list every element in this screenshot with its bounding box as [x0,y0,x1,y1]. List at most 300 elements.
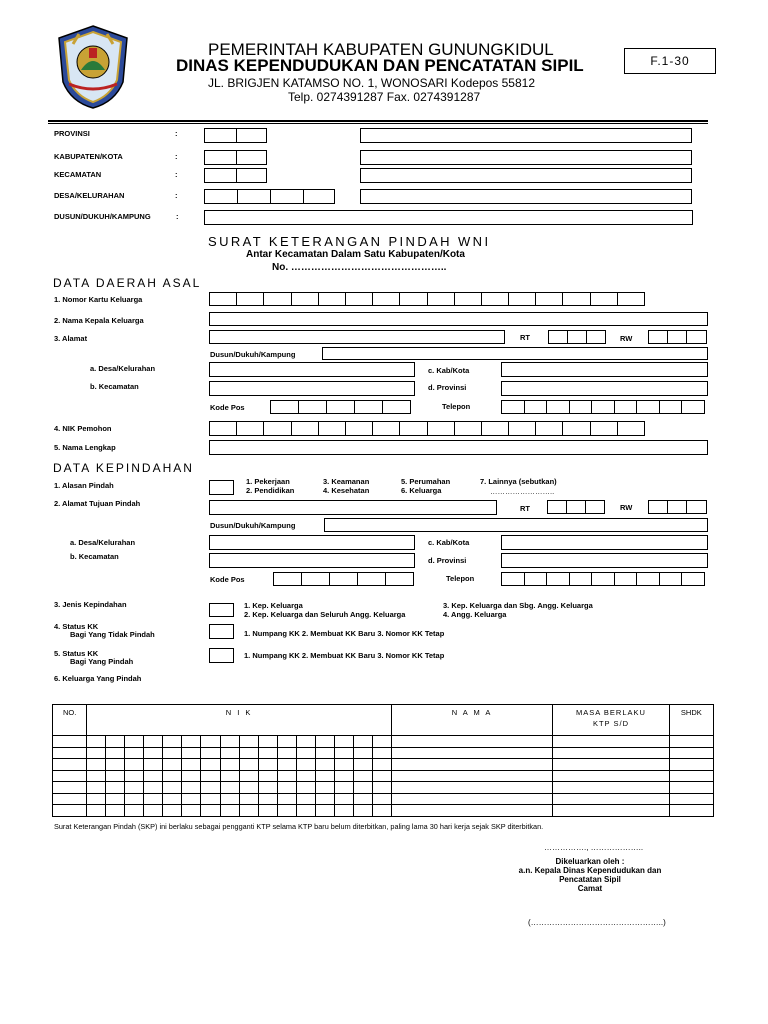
row-nik-digit[interactable] [144,747,163,759]
pindah-rw-boxes[interactable] [648,500,706,514]
char-box[interactable] [546,572,570,586]
row-nik-digit[interactable] [144,759,163,771]
provinsi-code-boxes[interactable] [204,128,266,143]
row-no[interactable] [53,770,87,782]
char-box[interactable] [524,400,548,414]
asal-kec-field[interactable] [209,381,415,396]
char-box[interactable] [681,400,705,414]
row-nik-digit[interactable] [201,759,220,771]
char-box[interactable] [318,421,346,436]
asal-prov-label: d. Provinsi [428,383,467,392]
pindah-keluarga-label: 6. Keluarga Yang Pindah [54,674,142,683]
row-nik-digit[interactable] [315,759,334,771]
kecamatan-name-field[interactable] [360,168,692,183]
asal-alamat-label: 3. Alamat [54,334,88,343]
table-row [53,782,714,794]
region-provinsi-label: PROVINSI [54,129,90,138]
row-nik-digit[interactable] [87,770,106,782]
row-nik-digit[interactable] [144,736,163,748]
row-nama[interactable] [391,782,553,794]
row-nik-digit[interactable] [334,759,353,771]
row-shdk[interactable] [669,770,713,782]
row-nik-digit[interactable] [372,747,391,759]
pindah-status-pindah-sub: Bagi Yang Pindah [70,657,134,666]
char-box[interactable] [659,572,683,586]
char-box[interactable] [501,572,525,586]
col-nik-header: N I K [87,705,392,736]
row-nik-digit[interactable] [182,793,201,805]
agency-name: DINAS KEPENDUDUKAN DAN PENCATATAN SIPIL [176,56,584,75]
row-nik-digit[interactable] [163,759,182,771]
col-no-header: NO. [53,705,87,736]
row-nik-digit[interactable] [125,759,144,771]
row-nik-digit[interactable] [125,736,144,748]
row-nik-digit[interactable] [163,805,182,817]
char-box[interactable] [617,292,645,306]
desa-code-boxes[interactable] [204,189,334,204]
row-nik-digit[interactable] [106,759,125,771]
row-nik-digit[interactable] [277,747,296,759]
row-nik-digit[interactable] [106,747,125,759]
row-nik-digit[interactable] [258,759,277,771]
row-masa[interactable] [553,793,669,805]
row-masa[interactable] [553,770,669,782]
pindah-dusun-label: Dusun/Dukuh/Kampung [210,521,296,530]
row-nik-digit[interactable] [220,805,239,817]
char-box[interactable] [614,572,638,586]
region-kecamatan-label: KECAMATAN [54,170,102,179]
char-box[interactable] [263,421,291,436]
row-no[interactable] [53,736,87,748]
row-nik-digit[interactable] [144,770,163,782]
char-box[interactable] [636,400,660,414]
pindah-status-pindah-box[interactable] [209,648,234,663]
char-box[interactable] [318,292,346,306]
row-nik-digit[interactable] [315,736,334,748]
form-title: SURAT KETERANGAN PINDAH WNI [208,234,491,249]
row-nik-digit[interactable] [277,770,296,782]
jenis-opt-4: 4. Angg. Keluarga [443,610,507,619]
col-shdk-header: SHDK [669,705,713,736]
alasan-opt-6: 6. Keluarga [401,486,442,495]
row-nik-digit[interactable] [106,782,125,794]
row-nik-digit[interactable] [334,736,353,748]
jenis-opt-2: 2. Kep. Keluarga dan Seluruh Angg. Keluarga [244,610,406,619]
row-nik-digit[interactable] [125,793,144,805]
row-nik-digit[interactable] [239,770,258,782]
row-nik-digit[interactable] [220,747,239,759]
char-box[interactable] [454,421,482,436]
char-box[interactable] [546,400,570,414]
row-nik-digit[interactable] [182,759,201,771]
pindah-dusun-field[interactable] [324,518,708,532]
char-box[interactable] [501,400,525,414]
char-box[interactable] [590,421,618,436]
row-shdk[interactable] [669,793,713,805]
on-behalf-line2: Pencatatan Sipil [559,875,621,884]
char-box[interactable] [345,421,373,436]
char-box[interactable] [535,421,563,436]
col-masa-line2: KTP S/D [592,719,629,728]
row-nik-digit[interactable] [372,759,391,771]
row-nik-digit[interactable] [87,782,106,794]
row-nik-digit[interactable] [353,805,372,817]
char-box[interactable] [590,292,618,306]
row-nik-digit[interactable] [182,782,201,794]
row-nik-digit[interactable] [296,770,315,782]
row-nik-digit[interactable] [87,747,106,759]
row-nik-digit[interactable] [258,747,277,759]
row-nama[interactable] [391,759,553,771]
asal-telepon-boxes[interactable] [501,400,704,414]
row-nik-digit[interactable] [163,770,182,782]
row-nik-digit[interactable] [163,736,182,748]
row-nik-digit[interactable] [220,736,239,748]
pindah-prov-field[interactable] [501,553,708,568]
provinsi-name-field[interactable] [360,128,692,143]
char-box[interactable] [562,292,590,306]
pindah-prov-label: d. Provinsi [428,556,467,565]
asal-nik-boxes[interactable] [209,421,644,436]
asal-kk-boxes[interactable] [209,292,644,306]
pindah-status-tidak-label: 4. Status KK [54,622,99,631]
char-box[interactable] [236,421,264,436]
asal-kab-field[interactable] [501,362,708,377]
region-colon: : [176,212,179,221]
row-nik-digit[interactable] [296,805,315,817]
asal-dusun-field[interactable] [322,347,708,360]
pindah-telepon-boxes[interactable] [501,572,704,586]
row-nik-digit[interactable] [353,759,372,771]
pindah-kab-label: c. Kab/Kota [428,538,470,547]
row-nik-digit[interactable] [163,793,182,805]
region-dusun-label: DUSUN/DUKUH/KAMPUNG [54,212,151,221]
char-box[interactable] [263,292,291,306]
asal-kepala-label: 2. Nama Kepala Keluarga [54,316,144,325]
char-box[interactable] [209,292,237,306]
row-nik-digit[interactable] [125,782,144,794]
asal-nama-field[interactable] [209,440,708,455]
row-nik-digit[interactable] [106,736,125,748]
row-shdk[interactable] [669,747,713,759]
char-box[interactable] [291,292,319,306]
family-table-header [53,705,714,736]
row-shdk[interactable] [669,736,713,748]
row-nik-digit[interactable] [125,805,144,817]
row-nik-digit[interactable] [201,782,220,794]
region-colon: : [175,191,178,200]
row-nik-digit[interactable] [182,805,201,817]
row-shdk[interactable] [669,805,713,817]
asal-rt-label: RT [520,333,530,342]
agency-phone: Telp. 0274391287 Fax. 0274391287 [288,90,481,104]
row-nik-digit[interactable] [372,770,391,782]
row-masa[interactable] [553,805,669,817]
kecamatan-code-boxes[interactable] [204,168,266,183]
asal-kepala-field[interactable] [209,312,708,326]
row-no[interactable] [53,805,87,817]
row-nik-digit[interactable] [258,805,277,817]
col-masa-line1: MASA BERLAKU [576,708,646,717]
dusun-name-field[interactable] [204,210,693,225]
row-nama[interactable] [391,793,553,805]
char-box[interactable] [524,572,548,586]
pindah-rt-label: RT [520,504,530,513]
row-nik-digit[interactable] [258,770,277,782]
asal-kodepos-boxes[interactable] [270,400,410,414]
row-nik-digit[interactable] [258,736,277,748]
col-nama-header: N A M A [391,705,553,736]
form-subtitle: Antar Kecamatan Dalam Satu Kabupaten/Kota [246,249,465,260]
asal-prov-field[interactable] [501,381,708,396]
char-box[interactable] [591,400,615,414]
table-row [53,793,714,805]
signature-blank: (…………………………………………..) [528,918,666,927]
row-nik-digit[interactable] [315,770,334,782]
char-box[interactable] [535,292,563,306]
asal-dusun-label: Dusun/Dukuh/Kampung [210,350,296,359]
row-nik-digit[interactable] [277,805,296,817]
char-box[interactable] [399,421,427,436]
char-box[interactable] [508,292,536,306]
row-nik-digit[interactable] [372,736,391,748]
family-table [52,704,714,817]
row-nik-digit[interactable] [220,759,239,771]
asal-nik-label: 4. NIK Pemohon [54,424,112,433]
asal-telepon-label: Telepon [442,402,471,411]
issued-by: Dikeluarkan oleh : [555,857,625,866]
asal-kk-label: 1. Nomor Kartu Keluarga [54,295,143,304]
region-colon: : [175,152,178,161]
form-code-box [624,48,716,74]
row-nik-digit[interactable] [201,770,220,782]
row-nik-digit[interactable] [144,782,163,794]
char-box[interactable] [372,292,400,306]
row-nama[interactable] [391,805,553,817]
row-nik-digit[interactable] [315,782,334,794]
row-nik-digit[interactable] [258,782,277,794]
alasan-opt-7: 7. Lainnya (sebutkan) [480,477,557,486]
char-box[interactable] [481,421,509,436]
row-no[interactable] [53,782,87,794]
row-nik-digit[interactable] [239,793,258,805]
row-nik-digit[interactable] [239,759,258,771]
row-masa[interactable] [553,747,669,759]
asal-rw-boxes[interactable] [648,330,706,344]
char-box[interactable] [562,421,590,436]
row-shdk[interactable] [669,782,713,794]
pindah-heading: DATA KEPINDAHAN [53,461,194,475]
alasan-opt-4: 4. Kesehatan [323,486,370,495]
row-nik-digit[interactable] [182,747,201,759]
row-nik-digit[interactable] [353,770,372,782]
row-nik-digit[interactable] [239,736,258,748]
pindah-status-tidak-opts: 1. Numpang KK 2. Membuat KK Baru 3. Nomor KK Tetap [244,629,445,638]
row-nik-digit[interactable] [296,736,315,748]
row-nik-digit[interactable] [296,793,315,805]
char-box[interactable] [569,400,593,414]
row-nik-digit[interactable] [353,736,372,748]
row-nik-digit[interactable] [87,793,106,805]
row-nik-digit[interactable] [315,793,334,805]
region-colon: : [175,170,178,179]
table-row [53,805,714,817]
row-nik-digit[interactable] [334,770,353,782]
row-nik-digit[interactable] [106,805,125,817]
region-kabupaten-label: KABUPATEN/KOTA [54,152,123,161]
gunungkidul-emblem [55,24,131,110]
row-no[interactable] [53,759,87,771]
alasan-opt-1: 1. Pekerjaan [246,477,290,486]
pindah-kodepos-boxes[interactable] [273,572,413,586]
row-nik-digit[interactable] [201,747,220,759]
asal-desa-field[interactable] [209,362,415,377]
pindah-alasan-box[interactable] [209,480,234,495]
char-box[interactable] [591,572,615,586]
row-nik-digit[interactable] [220,782,239,794]
row-nik-digit[interactable] [372,782,391,794]
char-box[interactable] [291,421,319,436]
char-box[interactable] [569,572,593,586]
row-nik-digit[interactable] [201,793,220,805]
row-nik-digit[interactable] [163,782,182,794]
char-box[interactable] [209,421,237,436]
jenis-opt-1: 1. Kep. Keluarga [244,601,303,610]
row-nik-digit[interactable] [87,805,106,817]
row-nik-digit[interactable] [125,747,144,759]
char-box[interactable] [454,292,482,306]
pindah-rt-boxes[interactable] [547,500,604,514]
row-nik-digit[interactable] [87,736,106,748]
char-box[interactable] [427,421,455,436]
row-nik-digit[interactable] [201,805,220,817]
row-nik-digit[interactable] [106,770,125,782]
char-box[interactable] [617,421,645,436]
row-nik-digit[interactable] [296,782,315,794]
char-box[interactable] [659,400,683,414]
pindah-desa-label: a. Desa/Kelurahan [70,538,136,547]
pindah-status-pindah-label: 5. Status KK [54,649,99,658]
char-box[interactable] [508,421,536,436]
asal-kec-label: b. Kecamatan [90,382,139,391]
kabupaten-name-field[interactable] [360,150,692,165]
row-nik-digit[interactable] [334,805,353,817]
row-nik-digit[interactable] [334,782,353,794]
char-box[interactable] [427,292,455,306]
row-nik-digit[interactable] [277,782,296,794]
row-nik-digit[interactable] [353,793,372,805]
char-box[interactable] [236,292,264,306]
row-nik-digit[interactable] [239,805,258,817]
row-nik-digit[interactable] [87,759,106,771]
row-nik-digit[interactable] [239,747,258,759]
pindah-kab-field[interactable] [501,535,708,550]
issuer-block [480,857,700,893]
region-desa-label: DESA/KELURAHAN [54,191,125,200]
pindah-kec-field[interactable] [209,553,415,568]
row-nik-digit[interactable] [334,747,353,759]
col-masa-header [553,705,669,736]
row-nik-digit[interactable] [372,805,391,817]
asal-alamat-field[interactable] [209,330,505,344]
row-nik-digit[interactable] [277,793,296,805]
row-nik-digit[interactable] [353,782,372,794]
char-box[interactable] [614,400,638,414]
char-box[interactable] [345,292,373,306]
row-nik-digit[interactable] [296,759,315,771]
row-nik-digit[interactable] [315,805,334,817]
row-nik-digit[interactable] [372,793,391,805]
asal-kab-label: c. Kab/Kota [428,366,470,375]
row-masa[interactable] [553,782,669,794]
row-nik-digit[interactable] [315,747,334,759]
pindah-status-tidak-box[interactable] [209,624,234,639]
pindah-desa-field[interactable] [209,535,415,550]
row-nik-digit[interactable] [277,759,296,771]
place-date-blank: ……………., ……………….. [544,843,644,852]
region-colon: : [175,129,178,138]
asal-rt-boxes[interactable] [548,330,605,344]
row-nik-digit[interactable] [106,793,125,805]
header-divider-thin [48,123,708,124]
char-box[interactable] [636,572,660,586]
row-nik-digit[interactable] [296,747,315,759]
row-shdk[interactable] [669,759,713,771]
row-masa[interactable] [553,759,669,771]
row-nik-digit[interactable] [353,747,372,759]
form-number: No. ……………………………………….. [272,262,447,273]
row-nik-digit[interactable] [201,736,220,748]
row-nama[interactable] [391,770,553,782]
row-no[interactable] [53,747,87,759]
table-row [53,759,714,771]
row-nik-digit[interactable] [277,736,296,748]
header-divider [48,120,708,122]
table-row [53,770,714,782]
desa-name-field[interactable] [360,189,692,204]
row-nama[interactable] [391,747,553,759]
asal-heading: DATA DAERAH ASAL [53,276,202,290]
row-nik-digit[interactable] [239,782,258,794]
pindah-status-pindah-opts: 1. Numpang KK 2. Membuat KK Baru 3. Nomor KK Tetap [244,651,445,660]
char-box[interactable] [372,421,400,436]
row-nik-digit[interactable] [163,747,182,759]
row-nama[interactable] [391,736,553,748]
table-row [53,747,714,759]
row-nik-digit[interactable] [220,793,239,805]
pindah-jenis-box[interactable] [209,603,234,617]
skp-note: Surat Keterangan Pindah (SKP) ini berlaku sebagai pengganti KTP selama KTP baru belum diterbitkan, paling lama 30 hari kerja sejak SKP diterbitkan. [54,822,544,831]
row-nik-digit[interactable] [182,736,201,748]
asal-nama-label: 5. Nama Lengkap [54,443,116,452]
char-box[interactable] [681,572,705,586]
pindah-alamat-label: 2. Alamat Tujuan Pindah [54,499,141,508]
row-no[interactable] [53,793,87,805]
row-nik-digit[interactable] [144,805,163,817]
pindah-alamat-field[interactable] [209,500,497,515]
row-masa[interactable] [553,736,669,748]
row-nik-digit[interactable] [182,770,201,782]
row-nik-digit[interactable] [144,793,163,805]
char-box[interactable] [481,292,509,306]
char-box[interactable] [399,292,427,306]
row-nik-digit[interactable] [125,770,144,782]
pindah-alasan-label: 1. Alasan Pindah [54,481,114,490]
row-nik-digit[interactable] [258,793,277,805]
row-nik-digit[interactable] [220,770,239,782]
kabupaten-code-boxes[interactable] [204,150,266,165]
row-nik-digit[interactable] [334,793,353,805]
